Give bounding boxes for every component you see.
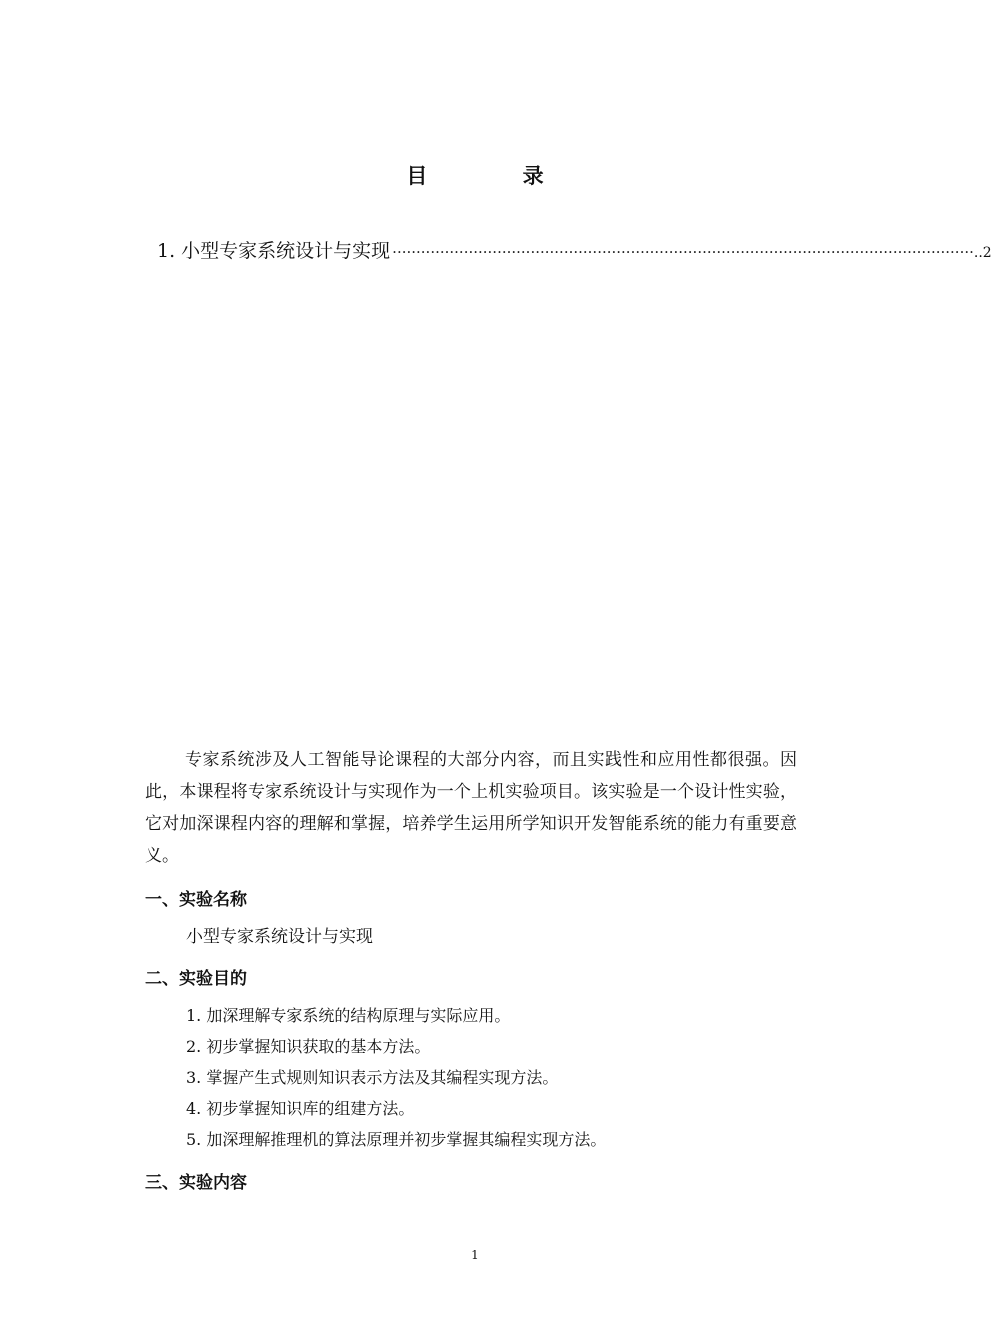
list-item: 1. 加深理解专家系统的结构原理与实际应用。 [186, 1006, 511, 1025]
section-heading-purpose: 二、实验目的 [145, 969, 247, 989]
page-number: 1 [471, 1248, 479, 1262]
list-item: 5. 加深理解推理机的算法原理并初步掌握其编程实现方法。 [186, 1130, 607, 1149]
toc-entry-page: ..2 [973, 245, 992, 261]
toc-dot-leader: ·························································································································· [392, 243, 974, 261]
intro-paragraph: 专家系统涉及人工智能导论课程的大部分内容，而且实践性和应用性都很强。因此，本课程将专家系统设计与实现作为一个上机实验项目。该实验是一个设计性实验，它对加深课程内容的理解和掌握，培养学生运用所学知识开发智能系统的能力有重要意义。 [145, 750, 797, 866]
list-item: 4. 初步掌握知识库的组建方法。 [186, 1099, 415, 1118]
toc-entry[interactable] [157, 236, 992, 266]
toc-entry-label: 1. 小型专家系统设计与实现 [157, 240, 391, 262]
list-item: 3. 掌握产生式规则知识表示方法及其编程实现方法。 [186, 1068, 559, 1087]
purpose-list [186, 1000, 606, 1155]
list-item: 2. 初步掌握知识获取的基本方法。 [186, 1037, 431, 1056]
experiment-name: 小型专家系统设计与实现 [186, 927, 373, 947]
section-heading-name: 一、实验名称 [145, 890, 247, 910]
section-heading-content: 三、实验内容 [145, 1173, 247, 1193]
toc-title: 目 录 [406, 164, 588, 188]
